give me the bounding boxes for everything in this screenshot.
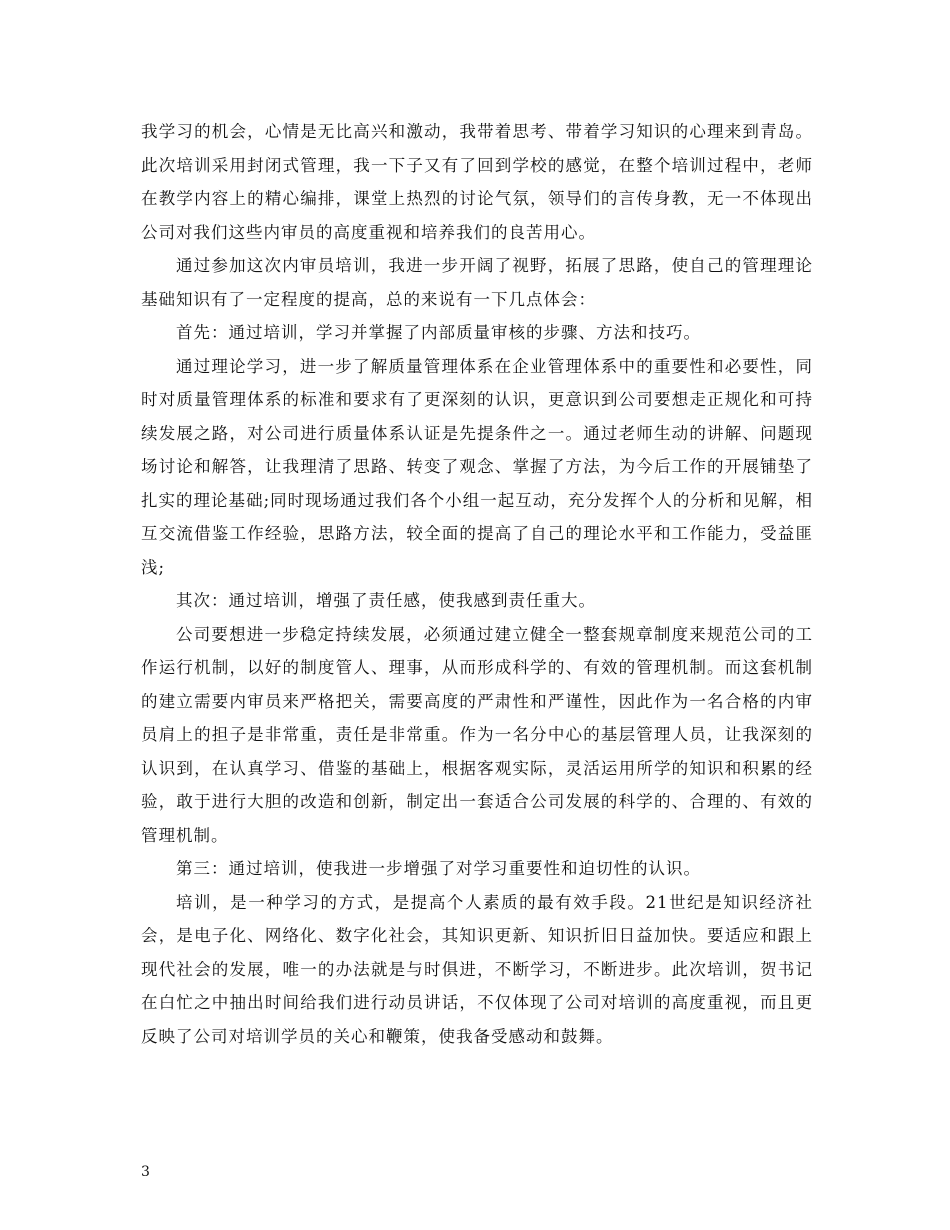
page-number: 3 (141, 1164, 150, 1180)
paragraph-2: 通过参加这次内审员培训，我进一步开阔了视野，拓展了思路，使自己的管理理论基础知识有了一定程度的提高，总的来说有一下几点体会： (141, 256, 813, 309)
paragraph-4: 通过理论学习，进一步了解质量管理体系在企业管理体系中的重要性和必要性，同时对质量管理体系的标准和要求有了更深刻的认识，更意识到公司要想走正规化和可持续发展之路，对公司进行质量体系认证是先提条件之一。通过老师生动的讲解、问题现场讨论和解答，让我理清了思路、转变了观念、掌握了方法，为今后工作的开展铺垫了扎实的理论基础;同时现场通过我们各个小组一起互动，充分发挥个人的分析和见解，相互交流借鉴工作经验，思路方法，较全面的提高了自己的理论水平和工作能力，受益匪浅; (141, 356, 813, 577)
paragraph-6: 公司要想进一步稳定持续发展，必须通过建立健全一整套规章制度来规范公司的工作运行机制，以好的制度管人、理事，从而形成科学的、有效的管理机制。而这套机制的建立需要内审员来严格把关，需要高度的严肃性和严谨性，因此作为一名合格的内审员肩上的担子是非常重，责任是非常重。作为一名分中心的基层管理人员，让我深刻的认识到，在认真学习、借鉴的基础上，根据客观实际，灵活运用所学的知识和积累的经验，敢于进行大胆的改造和创新，制定出一套适合公司发展的科学的、合理的、有效的管理机制。 (141, 624, 813, 845)
paragraph-1: 我学习的机会，心情是无比高兴和激动，我带着思考、带着学习知识的心理来到青岛。此次培训采用封闭式管理，我一下子又有了回到学校的感觉，在整个培训过程中，老师在教学内容上的精心编排，课堂上热烈的讨论气氛，领导们的言传身教，无一不体现出公司对我们这些内审员的高度重视和培养我们的良苦用心。 (141, 122, 813, 242)
paragraph-7: 第三：通过培训，使我进一步增强了对学习重要性和迫切性的认识。 (176, 859, 701, 878)
body-text (141, 115, 813, 1053)
paragraph-3: 首先：通过培训，学习并掌握了内部质量审核的步骤、方法和技巧。 (176, 323, 701, 342)
paragraph-8: 培训，是一种学习的方式，是提高个人素质的最有效手段。21世纪是知识经济社会，是电子化、网络化、数字化社会，其知识更新、知识折旧日益加快。要适应和跟上现代社会的发展，唯一的办法就是与时俱进，不断学习，不断进步。此次培训，贺书记在白忙之中抽出时间给我们进行动员讲话，不仅体现了公司对培训的高度重视，而且更反映了公司对培训学员的关心和鞭策，使我备受感动和鼓舞。 (141, 892, 813, 1046)
paragraph-5: 其次：通过培训，增强了责任感，使我感到责任重大。 (176, 591, 596, 610)
